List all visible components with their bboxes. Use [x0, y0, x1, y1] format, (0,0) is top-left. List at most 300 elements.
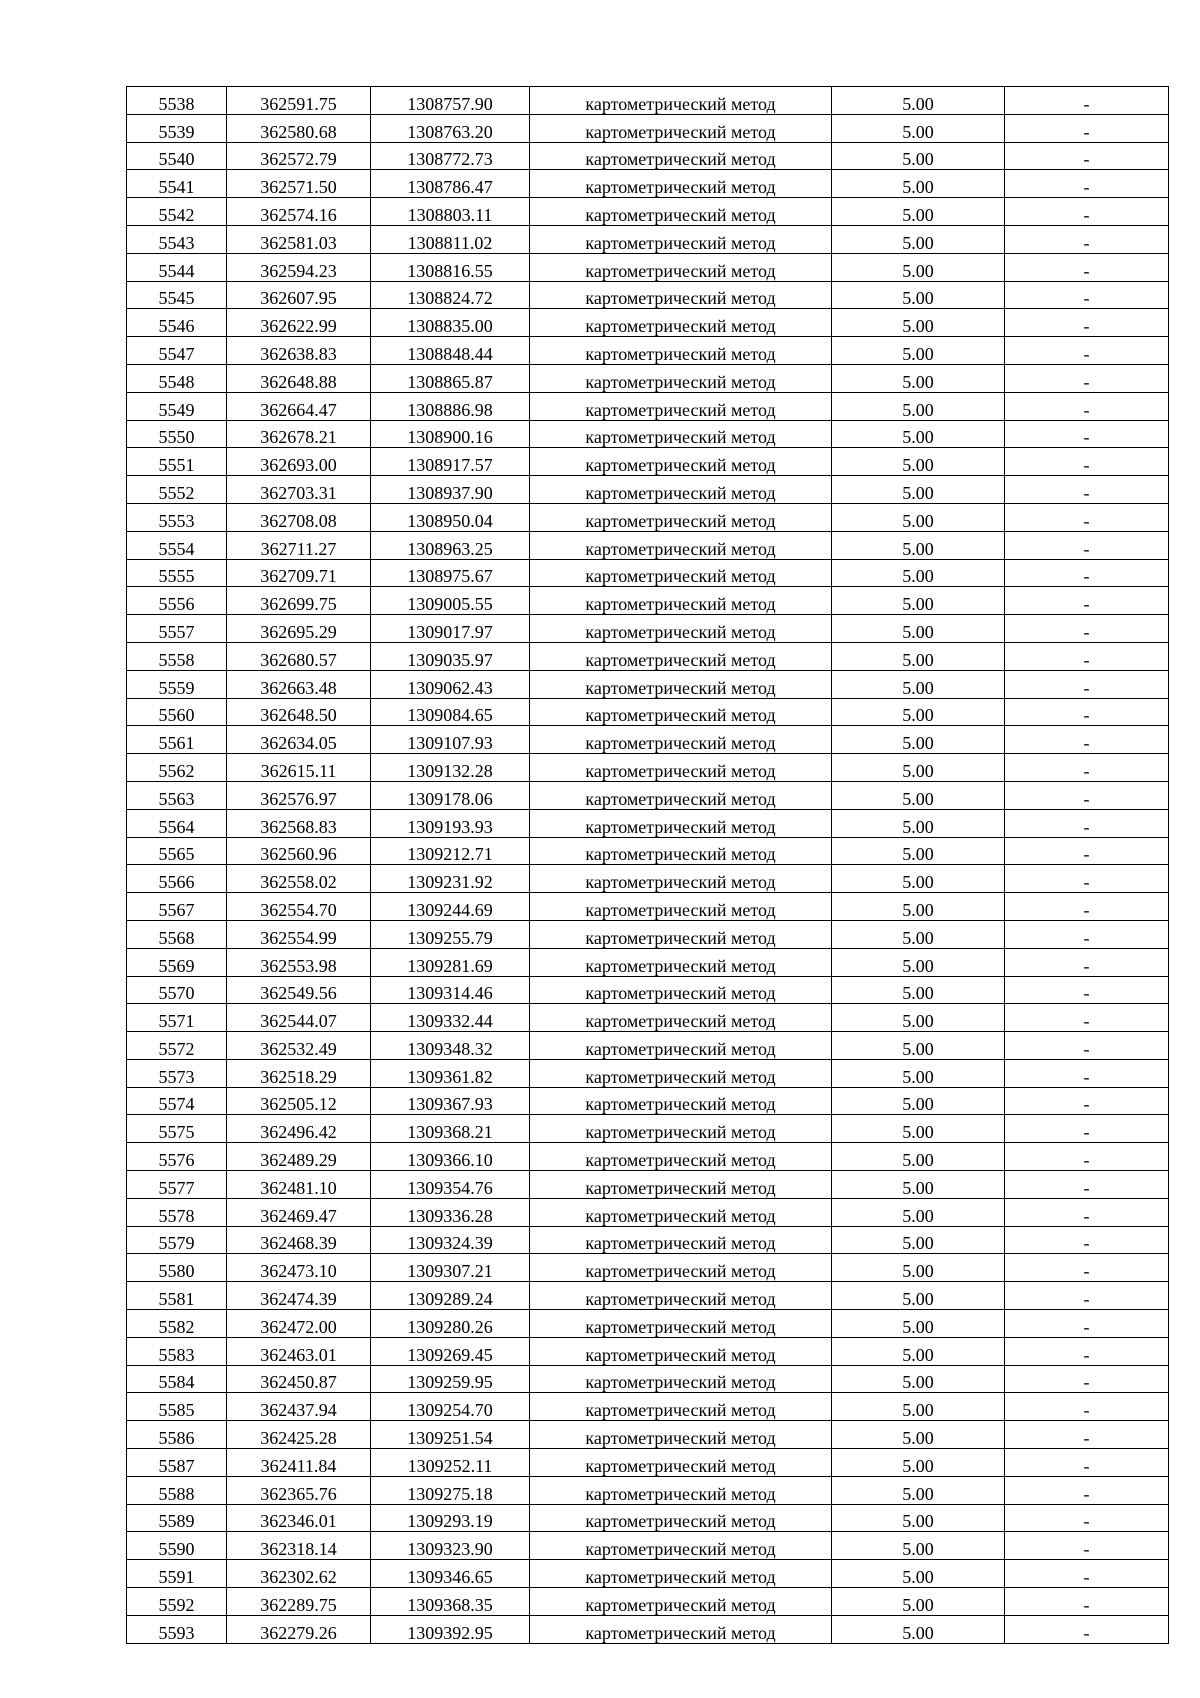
y-coordinate-cell: 1309323.90: [371, 1532, 530, 1560]
table-row: [127, 225, 1169, 253]
method-cell: картометрический метод: [530, 503, 832, 531]
method-cell: картометрический метод: [530, 698, 832, 726]
y-coordinate-cell: 1309252.11: [371, 1449, 530, 1477]
note-cell: -: [1005, 1282, 1169, 1310]
note-cell: -: [1005, 531, 1169, 559]
point-number-cell: 5590: [127, 1532, 227, 1560]
point-number-cell: 5588: [127, 1476, 227, 1504]
y-coordinate-cell: 1308803.11: [371, 198, 530, 226]
accuracy-cell: 5.00: [832, 809, 1005, 837]
y-coordinate-cell: 1308835.00: [371, 309, 530, 337]
y-coordinate-cell: 1309084.65: [371, 698, 530, 726]
x-coordinate-cell: 362532.49: [227, 1032, 371, 1060]
y-coordinate-cell: 1309005.55: [371, 587, 530, 615]
accuracy-cell: 5.00: [832, 1615, 1005, 1643]
point-number-cell: 5554: [127, 531, 227, 559]
accuracy-cell: 5.00: [832, 642, 1005, 670]
y-coordinate-cell: 1309251.54: [371, 1421, 530, 1449]
x-coordinate-cell: 362648.50: [227, 698, 371, 726]
note-cell: -: [1005, 615, 1169, 643]
table-row: [127, 198, 1169, 226]
accuracy-cell: 5.00: [832, 781, 1005, 809]
point-number-cell: 5545: [127, 281, 227, 309]
coordinates-table: [126, 86, 1169, 1644]
x-coordinate-cell: 362463.01: [227, 1337, 371, 1365]
note-cell: -: [1005, 1087, 1169, 1115]
y-coordinate-cell: 1309017.97: [371, 615, 530, 643]
x-coordinate-cell: 362695.29: [227, 615, 371, 643]
method-cell: картометрический метод: [530, 281, 832, 309]
x-coordinate-cell: 362560.96: [227, 837, 371, 865]
y-coordinate-cell: 1309280.26: [371, 1310, 530, 1338]
note-cell: -: [1005, 726, 1169, 754]
method-cell: картометрический метод: [530, 1615, 832, 1643]
method-cell: картометрический метод: [530, 1115, 832, 1143]
x-coordinate-cell: 362591.75: [227, 87, 371, 115]
method-cell: картометрический метод: [530, 837, 832, 865]
table-row: [127, 309, 1169, 337]
note-cell: -: [1005, 1198, 1169, 1226]
point-number-cell: 5568: [127, 920, 227, 948]
table-row: [127, 1560, 1169, 1588]
y-coordinate-cell: 1308950.04: [371, 503, 530, 531]
table-row: [127, 170, 1169, 198]
method-cell: картометрический метод: [530, 87, 832, 115]
accuracy-cell: 5.00: [832, 976, 1005, 1004]
method-cell: картометрический метод: [530, 170, 832, 198]
table-row: [127, 392, 1169, 420]
note-cell: -: [1005, 1337, 1169, 1365]
note-cell: -: [1005, 865, 1169, 893]
table-row: [127, 1254, 1169, 1282]
point-number-cell: 5587: [127, 1449, 227, 1477]
accuracy-cell: 5.00: [832, 670, 1005, 698]
note-cell: -: [1005, 198, 1169, 226]
x-coordinate-cell: 362411.84: [227, 1449, 371, 1477]
y-coordinate-cell: 1308937.90: [371, 476, 530, 504]
table-row: [127, 1449, 1169, 1477]
method-cell: картометрический метод: [530, 948, 832, 976]
accuracy-cell: 5.00: [832, 198, 1005, 226]
x-coordinate-cell: 362473.10: [227, 1254, 371, 1282]
table-row: [127, 253, 1169, 281]
table-row: [127, 420, 1169, 448]
table-row: [127, 1226, 1169, 1254]
accuracy-cell: 5.00: [832, 1004, 1005, 1032]
point-number-cell: 5569: [127, 948, 227, 976]
point-number-cell: 5566: [127, 865, 227, 893]
method-cell: картометрический метод: [530, 920, 832, 948]
note-cell: -: [1005, 1504, 1169, 1532]
y-coordinate-cell: 1308900.16: [371, 420, 530, 448]
table-row: [127, 754, 1169, 782]
method-cell: картометрический метод: [530, 1365, 832, 1393]
table-row: [127, 587, 1169, 615]
accuracy-cell: 5.00: [832, 1393, 1005, 1421]
table-row: [127, 1282, 1169, 1310]
x-coordinate-cell: 362496.42: [227, 1115, 371, 1143]
x-coordinate-cell: 362437.94: [227, 1393, 371, 1421]
table-row: [127, 337, 1169, 365]
point-number-cell: 5567: [127, 893, 227, 921]
y-coordinate-cell: 1308865.87: [371, 364, 530, 392]
note-cell: -: [1005, 976, 1169, 1004]
note-cell: -: [1005, 1421, 1169, 1449]
method-cell: картометрический метод: [530, 1226, 832, 1254]
y-coordinate-cell: 1308975.67: [371, 559, 530, 587]
note-cell: -: [1005, 920, 1169, 948]
coordinates-table-body: [127, 87, 1169, 1644]
note-cell: -: [1005, 1004, 1169, 1032]
point-number-cell: 5571: [127, 1004, 227, 1032]
x-coordinate-cell: 362572.79: [227, 142, 371, 170]
x-coordinate-cell: 362699.75: [227, 587, 371, 615]
method-cell: картометрический метод: [530, 309, 832, 337]
point-number-cell: 5553: [127, 503, 227, 531]
method-cell: картометрический метод: [530, 1143, 832, 1171]
table-row: [127, 1171, 1169, 1199]
y-coordinate-cell: 1308772.73: [371, 142, 530, 170]
method-cell: картометрический метод: [530, 865, 832, 893]
table-row: [127, 364, 1169, 392]
method-cell: картометрический метод: [530, 559, 832, 587]
table-row: [127, 1421, 1169, 1449]
table-row: [127, 476, 1169, 504]
accuracy-cell: 5.00: [832, 1282, 1005, 1310]
x-coordinate-cell: 362279.26: [227, 1615, 371, 1643]
point-number-cell: 5557: [127, 615, 227, 643]
x-coordinate-cell: 362680.57: [227, 642, 371, 670]
note-cell: -: [1005, 114, 1169, 142]
method-cell: картометрический метод: [530, 1198, 832, 1226]
table-row: [127, 781, 1169, 809]
table-row: [127, 503, 1169, 531]
x-coordinate-cell: 362580.68: [227, 114, 371, 142]
y-coordinate-cell: 1309368.35: [371, 1588, 530, 1616]
table-row: [127, 142, 1169, 170]
y-coordinate-cell: 1309367.93: [371, 1087, 530, 1115]
y-coordinate-cell: 1309259.95: [371, 1365, 530, 1393]
point-number-cell: 5548: [127, 364, 227, 392]
note-cell: -: [1005, 476, 1169, 504]
point-number-cell: 5576: [127, 1143, 227, 1171]
y-coordinate-cell: 1309392.95: [371, 1615, 530, 1643]
x-coordinate-cell: 362708.08: [227, 503, 371, 531]
note-cell: -: [1005, 1171, 1169, 1199]
y-coordinate-cell: 1309244.69: [371, 893, 530, 921]
table-row: [127, 87, 1169, 115]
x-coordinate-cell: 362472.00: [227, 1310, 371, 1338]
y-coordinate-cell: 1308848.44: [371, 337, 530, 365]
x-coordinate-cell: 362318.14: [227, 1532, 371, 1560]
method-cell: картометрический метод: [530, 420, 832, 448]
accuracy-cell: 5.00: [832, 615, 1005, 643]
point-number-cell: 5543: [127, 225, 227, 253]
point-number-cell: 5585: [127, 1393, 227, 1421]
x-coordinate-cell: 362571.50: [227, 170, 371, 198]
x-coordinate-cell: 362289.75: [227, 1588, 371, 1616]
accuracy-cell: 5.00: [832, 114, 1005, 142]
table-row: [127, 1087, 1169, 1115]
accuracy-cell: 5.00: [832, 559, 1005, 587]
x-coordinate-cell: 362693.00: [227, 448, 371, 476]
note-cell: -: [1005, 1059, 1169, 1087]
note-cell: -: [1005, 87, 1169, 115]
point-number-cell: 5574: [127, 1087, 227, 1115]
accuracy-cell: 5.00: [832, 1365, 1005, 1393]
y-coordinate-cell: 1309275.18: [371, 1476, 530, 1504]
table-row: [127, 670, 1169, 698]
method-cell: картометрический метод: [530, 1504, 832, 1532]
note-cell: -: [1005, 587, 1169, 615]
method-cell: картометрический метод: [530, 642, 832, 670]
method-cell: картометрический метод: [530, 587, 832, 615]
x-coordinate-cell: 362468.39: [227, 1226, 371, 1254]
y-coordinate-cell: 1309212.71: [371, 837, 530, 865]
y-coordinate-cell: 1309254.70: [371, 1393, 530, 1421]
y-coordinate-cell: 1309178.06: [371, 781, 530, 809]
accuracy-cell: 5.00: [832, 587, 1005, 615]
y-coordinate-cell: 1309035.97: [371, 642, 530, 670]
table-row: [127, 1588, 1169, 1616]
point-number-cell: 5573: [127, 1059, 227, 1087]
point-number-cell: 5549: [127, 392, 227, 420]
table-row: [127, 114, 1169, 142]
accuracy-cell: 5.00: [832, 420, 1005, 448]
note-cell: -: [1005, 642, 1169, 670]
x-coordinate-cell: 362574.16: [227, 198, 371, 226]
note-cell: -: [1005, 809, 1169, 837]
accuracy-cell: 5.00: [832, 726, 1005, 754]
point-number-cell: 5564: [127, 809, 227, 837]
table-row: [127, 1615, 1169, 1643]
table-row: [127, 1198, 1169, 1226]
note-cell: -: [1005, 1365, 1169, 1393]
accuracy-cell: 5.00: [832, 1115, 1005, 1143]
note-cell: -: [1005, 1393, 1169, 1421]
table-row: [127, 809, 1169, 837]
table-row: [127, 893, 1169, 921]
accuracy-cell: 5.00: [832, 531, 1005, 559]
note-cell: -: [1005, 364, 1169, 392]
x-coordinate-cell: 362553.98: [227, 948, 371, 976]
point-number-cell: 5592: [127, 1588, 227, 1616]
point-number-cell: 5589: [127, 1504, 227, 1532]
point-number-cell: 5565: [127, 837, 227, 865]
note-cell: -: [1005, 1449, 1169, 1477]
point-number-cell: 5578: [127, 1198, 227, 1226]
accuracy-cell: 5.00: [832, 253, 1005, 281]
table-row: [127, 948, 1169, 976]
method-cell: картометрический метод: [530, 448, 832, 476]
point-number-cell: 5593: [127, 1615, 227, 1643]
accuracy-cell: 5.00: [832, 225, 1005, 253]
table-row: [127, 837, 1169, 865]
method-cell: картометрический метод: [530, 1588, 832, 1616]
y-coordinate-cell: 1308963.25: [371, 531, 530, 559]
method-cell: картометрический метод: [530, 253, 832, 281]
method-cell: картометрический метод: [530, 893, 832, 921]
x-coordinate-cell: 362711.27: [227, 531, 371, 559]
note-cell: -: [1005, 781, 1169, 809]
note-cell: -: [1005, 698, 1169, 726]
y-coordinate-cell: 1309346.65: [371, 1560, 530, 1588]
y-coordinate-cell: 1309336.28: [371, 1198, 530, 1226]
table-row: [127, 1504, 1169, 1532]
method-cell: картометрический метод: [530, 1282, 832, 1310]
note-cell: -: [1005, 142, 1169, 170]
method-cell: картометрический метод: [530, 726, 832, 754]
method-cell: картометрический метод: [530, 1560, 832, 1588]
x-coordinate-cell: 362664.47: [227, 392, 371, 420]
point-number-cell: 5577: [127, 1171, 227, 1199]
accuracy-cell: 5.00: [832, 1476, 1005, 1504]
x-coordinate-cell: 362505.12: [227, 1087, 371, 1115]
method-cell: картометрический метод: [530, 142, 832, 170]
point-number-cell: 5558: [127, 642, 227, 670]
table-row: [127, 1476, 1169, 1504]
y-coordinate-cell: 1308786.47: [371, 170, 530, 198]
accuracy-cell: 5.00: [832, 1032, 1005, 1060]
y-coordinate-cell: 1309366.10: [371, 1143, 530, 1171]
method-cell: картометрический метод: [530, 1171, 832, 1199]
y-coordinate-cell: 1309348.32: [371, 1032, 530, 1060]
accuracy-cell: 5.00: [832, 337, 1005, 365]
x-coordinate-cell: 362450.87: [227, 1365, 371, 1393]
accuracy-cell: 5.00: [832, 1337, 1005, 1365]
accuracy-cell: 5.00: [832, 1226, 1005, 1254]
method-cell: картометрический метод: [530, 476, 832, 504]
x-coordinate-cell: 362518.29: [227, 1059, 371, 1087]
accuracy-cell: 5.00: [832, 1532, 1005, 1560]
table-row: [127, 865, 1169, 893]
y-coordinate-cell: 1309354.76: [371, 1171, 530, 1199]
point-number-cell: 5560: [127, 698, 227, 726]
point-number-cell: 5581: [127, 1282, 227, 1310]
table-row: [127, 1532, 1169, 1560]
table-row: [127, 1004, 1169, 1032]
x-coordinate-cell: 362302.62: [227, 1560, 371, 1588]
accuracy-cell: 5.00: [832, 142, 1005, 170]
accuracy-cell: 5.00: [832, 920, 1005, 948]
table-row: [127, 1310, 1169, 1338]
accuracy-cell: 5.00: [832, 1588, 1005, 1616]
y-coordinate-cell: 1309281.69: [371, 948, 530, 976]
table-row: [127, 642, 1169, 670]
point-number-cell: 5540: [127, 142, 227, 170]
point-number-cell: 5591: [127, 1560, 227, 1588]
x-coordinate-cell: 362554.99: [227, 920, 371, 948]
method-cell: картометрический метод: [530, 337, 832, 365]
note-cell: -: [1005, 1032, 1169, 1060]
note-cell: -: [1005, 1143, 1169, 1171]
note-cell: -: [1005, 337, 1169, 365]
table-row: [127, 698, 1169, 726]
x-coordinate-cell: 362558.02: [227, 865, 371, 893]
table-row: [127, 1393, 1169, 1421]
note-cell: -: [1005, 170, 1169, 198]
y-coordinate-cell: 1309368.21: [371, 1115, 530, 1143]
method-cell: картометрический метод: [530, 392, 832, 420]
point-number-cell: 5572: [127, 1032, 227, 1060]
note-cell: -: [1005, 1310, 1169, 1338]
point-number-cell: 5539: [127, 114, 227, 142]
y-coordinate-cell: 1309289.24: [371, 1282, 530, 1310]
accuracy-cell: 5.00: [832, 476, 1005, 504]
accuracy-cell: 5.00: [832, 1059, 1005, 1087]
point-number-cell: 5580: [127, 1254, 227, 1282]
accuracy-cell: 5.00: [832, 448, 1005, 476]
table-row: [127, 615, 1169, 643]
point-number-cell: 5561: [127, 726, 227, 754]
note-cell: -: [1005, 392, 1169, 420]
point-number-cell: 5546: [127, 309, 227, 337]
accuracy-cell: 5.00: [832, 1171, 1005, 1199]
table-row: [127, 1115, 1169, 1143]
note-cell: -: [1005, 225, 1169, 253]
note-cell: -: [1005, 1588, 1169, 1616]
y-coordinate-cell: 1308757.90: [371, 87, 530, 115]
method-cell: картометрический метод: [530, 670, 832, 698]
accuracy-cell: 5.00: [832, 1504, 1005, 1532]
table-row: [127, 1365, 1169, 1393]
point-number-cell: 5575: [127, 1115, 227, 1143]
note-cell: -: [1005, 1560, 1169, 1588]
point-number-cell: 5556: [127, 587, 227, 615]
x-coordinate-cell: 362648.88: [227, 364, 371, 392]
note-cell: -: [1005, 281, 1169, 309]
x-coordinate-cell: 362365.76: [227, 1476, 371, 1504]
point-number-cell: 5550: [127, 420, 227, 448]
y-coordinate-cell: 1308763.20: [371, 114, 530, 142]
method-cell: картометрический метод: [530, 781, 832, 809]
x-coordinate-cell: 362663.48: [227, 670, 371, 698]
method-cell: картометрический метод: [530, 1087, 832, 1115]
method-cell: картометрический метод: [530, 615, 832, 643]
method-cell: картометрический метод: [530, 1254, 832, 1282]
x-coordinate-cell: 362481.10: [227, 1171, 371, 1199]
method-cell: картометрический метод: [530, 1532, 832, 1560]
table-row: [127, 1059, 1169, 1087]
accuracy-cell: 5.00: [832, 392, 1005, 420]
y-coordinate-cell: 1308824.72: [371, 281, 530, 309]
accuracy-cell: 5.00: [832, 1087, 1005, 1115]
point-number-cell: 5582: [127, 1310, 227, 1338]
y-coordinate-cell: 1308816.55: [371, 253, 530, 281]
point-number-cell: 5570: [127, 976, 227, 1004]
x-coordinate-cell: 362489.29: [227, 1143, 371, 1171]
x-coordinate-cell: 362474.39: [227, 1282, 371, 1310]
y-coordinate-cell: 1308886.98: [371, 392, 530, 420]
y-coordinate-cell: 1309231.92: [371, 865, 530, 893]
method-cell: картометрический метод: [530, 1449, 832, 1477]
x-coordinate-cell: 362346.01: [227, 1504, 371, 1532]
y-coordinate-cell: 1309324.39: [371, 1226, 530, 1254]
y-coordinate-cell: 1309332.44: [371, 1004, 530, 1032]
accuracy-cell: 5.00: [832, 865, 1005, 893]
table-row: [127, 726, 1169, 754]
accuracy-cell: 5.00: [832, 754, 1005, 782]
x-coordinate-cell: 362622.99: [227, 309, 371, 337]
y-coordinate-cell: 1308917.57: [371, 448, 530, 476]
table-row: [127, 976, 1169, 1004]
method-cell: картометрический метод: [530, 1393, 832, 1421]
x-coordinate-cell: 362703.31: [227, 476, 371, 504]
y-coordinate-cell: 1309269.45: [371, 1337, 530, 1365]
point-number-cell: 5584: [127, 1365, 227, 1393]
note-cell: -: [1005, 1615, 1169, 1643]
note-cell: -: [1005, 1532, 1169, 1560]
